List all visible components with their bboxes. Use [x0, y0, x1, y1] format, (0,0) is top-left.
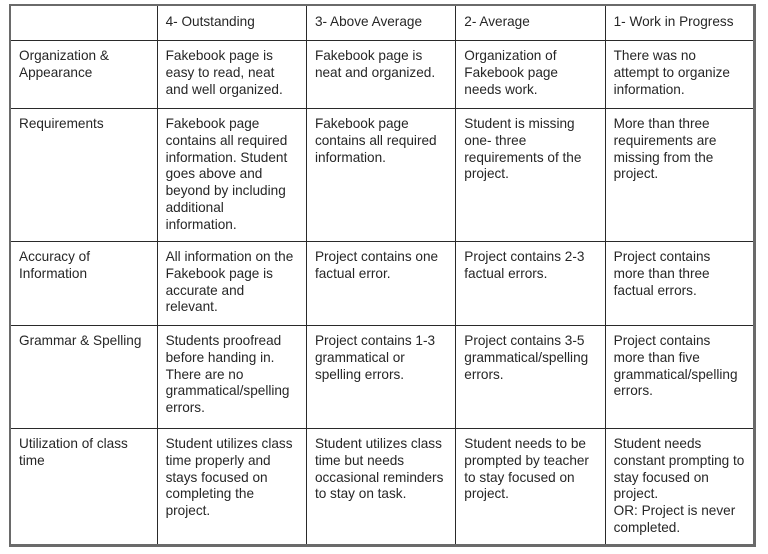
rubric-cell-level-3: Student utilizes class time but needs occasional reminders to stay on task.: [306, 429, 455, 546]
header-level-3: 3- Above Average: [306, 5, 455, 41]
rubric-cell-level-1: [605, 429, 754, 546]
rubric-cell-level-3: Project contains one factual error.: [306, 242, 455, 326]
rubric-cell-level-1: Project contains more than five grammatical/spelling errors.: [605, 326, 754, 429]
rubric-row-grammar: [10, 326, 755, 429]
rubric-cell-level-4: Students proofread before handing in. There are no grammatical/spelling errors.: [157, 326, 306, 429]
rubric-cell-level-3: Fakebook page is neat and organized.: [306, 41, 455, 109]
rubric-cell-level-4: Student utilizes class time properly and stays focused on completing the project.: [157, 429, 306, 546]
rubric-cell-level-3: Fakebook page contains all required information.: [306, 109, 455, 242]
rubric-cell-level-1: More than three requirements are missing from the project.: [605, 109, 754, 242]
rubric-cell-level-1: Project contains more than three factual errors.: [605, 242, 754, 326]
header-row: [10, 5, 755, 41]
criterion-label: Organization & Appearance: [10, 41, 157, 109]
rubric-cell-level-4: All information on the Fakebook page is accurate and relevant.: [157, 242, 306, 326]
rubric-row-accuracy: [10, 242, 755, 326]
rubric-row-organization: [10, 41, 755, 109]
header-criteria-cell: [10, 5, 157, 41]
rubric-cell-level-2: Organization of Fakebook page needs work.: [456, 41, 605, 109]
rubric-cell-level-2: Project contains 3-5 grammatical/spelling errors.: [456, 326, 605, 429]
rubric-row-class-time: [10, 429, 755, 546]
rubric-cell-level-2: Student needs to be prompted by teacher to stay focused on project.: [456, 429, 605, 546]
header-level-1: 1- Work in Progress: [605, 5, 754, 41]
criterion-label: Accuracy of Information: [10, 242, 157, 326]
rubric-cell-level-3: Project contains 1-3 grammatical or spelling errors.: [306, 326, 455, 429]
rubric-table: [9, 4, 756, 547]
header-level-4: 4- Outstanding: [157, 5, 306, 41]
rubric-row-requirements: [10, 109, 755, 242]
rubric-cell-level-2: Project contains 2-3 factual errors.: [456, 242, 605, 326]
criterion-label: Requirements: [10, 109, 157, 242]
rubric-cell-level-1: There was no attempt to organize information.: [605, 41, 754, 109]
rubric-cell-level-2: Student is missing one- three requirements of the project.: [456, 109, 605, 242]
rubric-cell-level-4: Fakebook page contains all required information. Student goes above and beyond by including additional information.: [157, 109, 306, 242]
rubric-cell-level-4: Fakebook page is easy to read, neat and well organized.: [157, 41, 306, 109]
header-level-2: 2- Average: [456, 5, 605, 41]
rubric-cell-text: Student needs constant prompting to stay focused on project.: [613, 436, 745, 502]
criterion-label: Utilization of class time: [10, 429, 157, 546]
rubric-cell-text-alt: OR: Project is never completed.: [613, 503, 736, 535]
criterion-label: Grammar & Spelling: [10, 326, 157, 429]
